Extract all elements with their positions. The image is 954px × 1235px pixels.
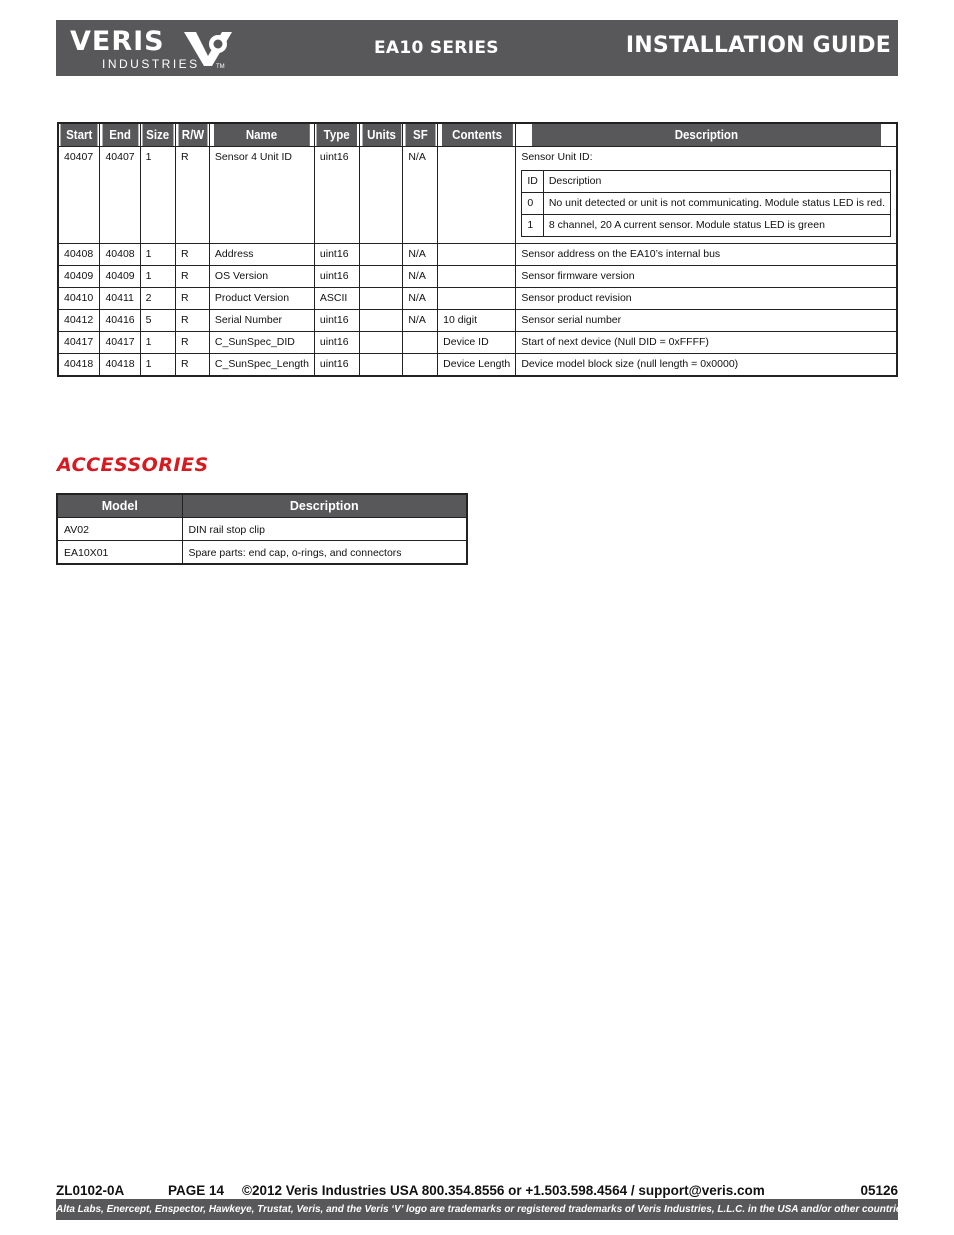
series-title: EA10 SERIES bbox=[374, 38, 499, 58]
footer-info bbox=[56, 1183, 898, 1199]
cell: N/A bbox=[403, 310, 438, 332]
accessories-heading: ACCESSORIES bbox=[57, 454, 209, 476]
inner-row bbox=[522, 215, 891, 237]
doc-id: ZL0102-0A bbox=[56, 1183, 125, 1198]
cell: 40416 bbox=[100, 310, 140, 332]
cell: Serial Number bbox=[209, 310, 314, 332]
inner-cell: 1 bbox=[522, 215, 544, 237]
col-header: Description bbox=[182, 494, 467, 518]
cell: C_SunSpec_DID bbox=[209, 332, 314, 354]
cell: uint16 bbox=[314, 147, 359, 244]
cell: Product Version bbox=[209, 288, 314, 310]
col-header: Contents bbox=[441, 123, 513, 147]
veris-logo bbox=[66, 26, 241, 72]
cell bbox=[360, 354, 403, 377]
cell bbox=[360, 332, 403, 354]
trademark-notice: Alta Labs, Enercept, Enspector, Hawkeye, Trustat, Veris, and the Veris ‘V’ logo are trademarks or registered trademarks of Veris Industries, L.L.C. in the USA and/or other countries. bbox=[56, 1199, 898, 1220]
col-header: R/W bbox=[177, 123, 208, 147]
col-header: Description bbox=[531, 123, 882, 147]
col-header: End bbox=[102, 123, 139, 147]
cell: N/A bbox=[403, 147, 438, 244]
cell bbox=[360, 288, 403, 310]
cell: R bbox=[176, 310, 210, 332]
cell: OS Version bbox=[209, 266, 314, 288]
guide-title: INSTALLATION GUIDE bbox=[625, 33, 891, 58]
cell: 40418 bbox=[100, 354, 140, 377]
register-header-row bbox=[58, 123, 897, 147]
inner-cell: ID bbox=[522, 171, 544, 193]
col-header: Name bbox=[214, 123, 311, 147]
cell: Device model block size (null length = 0x0000) bbox=[516, 354, 897, 377]
sensor-unit-id-label: Sensor Unit ID: bbox=[521, 151, 593, 163]
cell: Spare parts: end cap, o-rings, and connectors bbox=[182, 541, 467, 565]
cell: R bbox=[176, 332, 210, 354]
header-banner bbox=[56, 20, 898, 76]
cell: 10 digit bbox=[438, 310, 516, 332]
cell: Sensor product revision bbox=[516, 288, 897, 310]
table-row bbox=[58, 332, 897, 354]
cell: R bbox=[176, 244, 210, 266]
cell: Sensor firmware version bbox=[516, 266, 897, 288]
table-row bbox=[57, 541, 467, 565]
cell bbox=[438, 147, 516, 244]
cell bbox=[438, 244, 516, 266]
cell: 1 bbox=[140, 332, 175, 354]
cell: N/A bbox=[403, 266, 438, 288]
col-header: Size bbox=[142, 123, 175, 147]
cell: 40409 bbox=[100, 266, 140, 288]
cell: Device Length bbox=[438, 354, 516, 377]
cell: ASCII bbox=[314, 288, 359, 310]
inner-cell: 0 bbox=[522, 193, 544, 215]
cell: Sensor 4 Unit ID bbox=[209, 147, 314, 244]
cell: DIN rail stop clip bbox=[182, 518, 467, 541]
table-row bbox=[58, 288, 897, 310]
cell: uint16 bbox=[314, 332, 359, 354]
cell bbox=[360, 147, 403, 244]
cell: AV02 bbox=[57, 518, 182, 541]
cell: uint16 bbox=[314, 244, 359, 266]
doc-code: 05126 bbox=[860, 1183, 898, 1198]
cell: uint16 bbox=[314, 310, 359, 332]
cell: uint16 bbox=[314, 354, 359, 377]
cell: 40408 bbox=[100, 244, 140, 266]
cell bbox=[360, 310, 403, 332]
cell: Device ID bbox=[438, 332, 516, 354]
cell: 40410 bbox=[58, 288, 100, 310]
cell: 40411 bbox=[100, 288, 140, 310]
table-row bbox=[58, 266, 897, 288]
table-row bbox=[57, 518, 467, 541]
cell: Address bbox=[209, 244, 314, 266]
col-header: Model bbox=[57, 494, 182, 518]
inner-header-row bbox=[522, 171, 891, 193]
logo-trademark: TM bbox=[216, 64, 225, 70]
col-header: Units bbox=[361, 123, 401, 147]
cell: R bbox=[176, 288, 210, 310]
cell: R bbox=[176, 147, 210, 244]
col-header: SF bbox=[404, 123, 436, 147]
logo-wordmark: VERIS bbox=[70, 26, 165, 57]
page-number: PAGE 14 bbox=[168, 1183, 225, 1198]
cell: 5 bbox=[140, 310, 175, 332]
table-row bbox=[58, 310, 897, 332]
cell bbox=[438, 266, 516, 288]
cell: 40407 bbox=[58, 147, 100, 244]
col-header: Type bbox=[316, 123, 358, 147]
cell: 40408 bbox=[58, 244, 100, 266]
cell: 40417 bbox=[58, 332, 100, 354]
cell: 40407 bbox=[100, 147, 140, 244]
accessories-table bbox=[56, 493, 468, 565]
cell: R bbox=[176, 354, 210, 377]
cell: C_SunSpec_Length bbox=[209, 354, 314, 377]
cell bbox=[438, 288, 516, 310]
cell: 40418 bbox=[58, 354, 100, 377]
cell: N/A bbox=[403, 288, 438, 310]
cell: Sensor serial number bbox=[516, 310, 897, 332]
cell: 1 bbox=[140, 266, 175, 288]
description-cell bbox=[516, 147, 897, 244]
inner-row bbox=[522, 193, 891, 215]
table-row bbox=[58, 147, 897, 244]
register-table bbox=[57, 122, 898, 377]
unit-id-table bbox=[521, 170, 891, 237]
inner-cell: 8 channel, 20 A current sensor. Module status LED is green bbox=[543, 215, 890, 237]
cell: N/A bbox=[403, 244, 438, 266]
contact-info: ©2012 Veris Industries USA 800.354.8556 or +1.503.598.4564 / support@veris.com bbox=[242, 1183, 765, 1198]
cell: 40417 bbox=[100, 332, 140, 354]
cell: R bbox=[176, 266, 210, 288]
cell: Start of next device (Null DID = 0xFFFF) bbox=[516, 332, 897, 354]
cell: 1 bbox=[140, 244, 175, 266]
cell: Sensor address on the EA10’s internal bus bbox=[516, 244, 897, 266]
cell: 40409 bbox=[58, 266, 100, 288]
cell bbox=[403, 332, 438, 354]
cell: EA10X01 bbox=[57, 541, 182, 565]
cell bbox=[360, 266, 403, 288]
cell: 1 bbox=[140, 354, 175, 377]
cell: uint16 bbox=[314, 266, 359, 288]
cell: 1 bbox=[140, 147, 175, 244]
logo-subtitle: INDUSTRIES bbox=[102, 57, 200, 71]
cell: 40412 bbox=[58, 310, 100, 332]
accessories-header-row bbox=[57, 494, 467, 518]
inner-cell: Description bbox=[543, 171, 890, 193]
col-header: Start bbox=[60, 123, 99, 147]
cell bbox=[403, 354, 438, 377]
table-row bbox=[58, 244, 897, 266]
cell: 2 bbox=[140, 288, 175, 310]
inner-cell: No unit detected or unit is not communicating. Module status LED is red. bbox=[543, 193, 890, 215]
cell bbox=[360, 244, 403, 266]
table-row bbox=[58, 354, 897, 377]
